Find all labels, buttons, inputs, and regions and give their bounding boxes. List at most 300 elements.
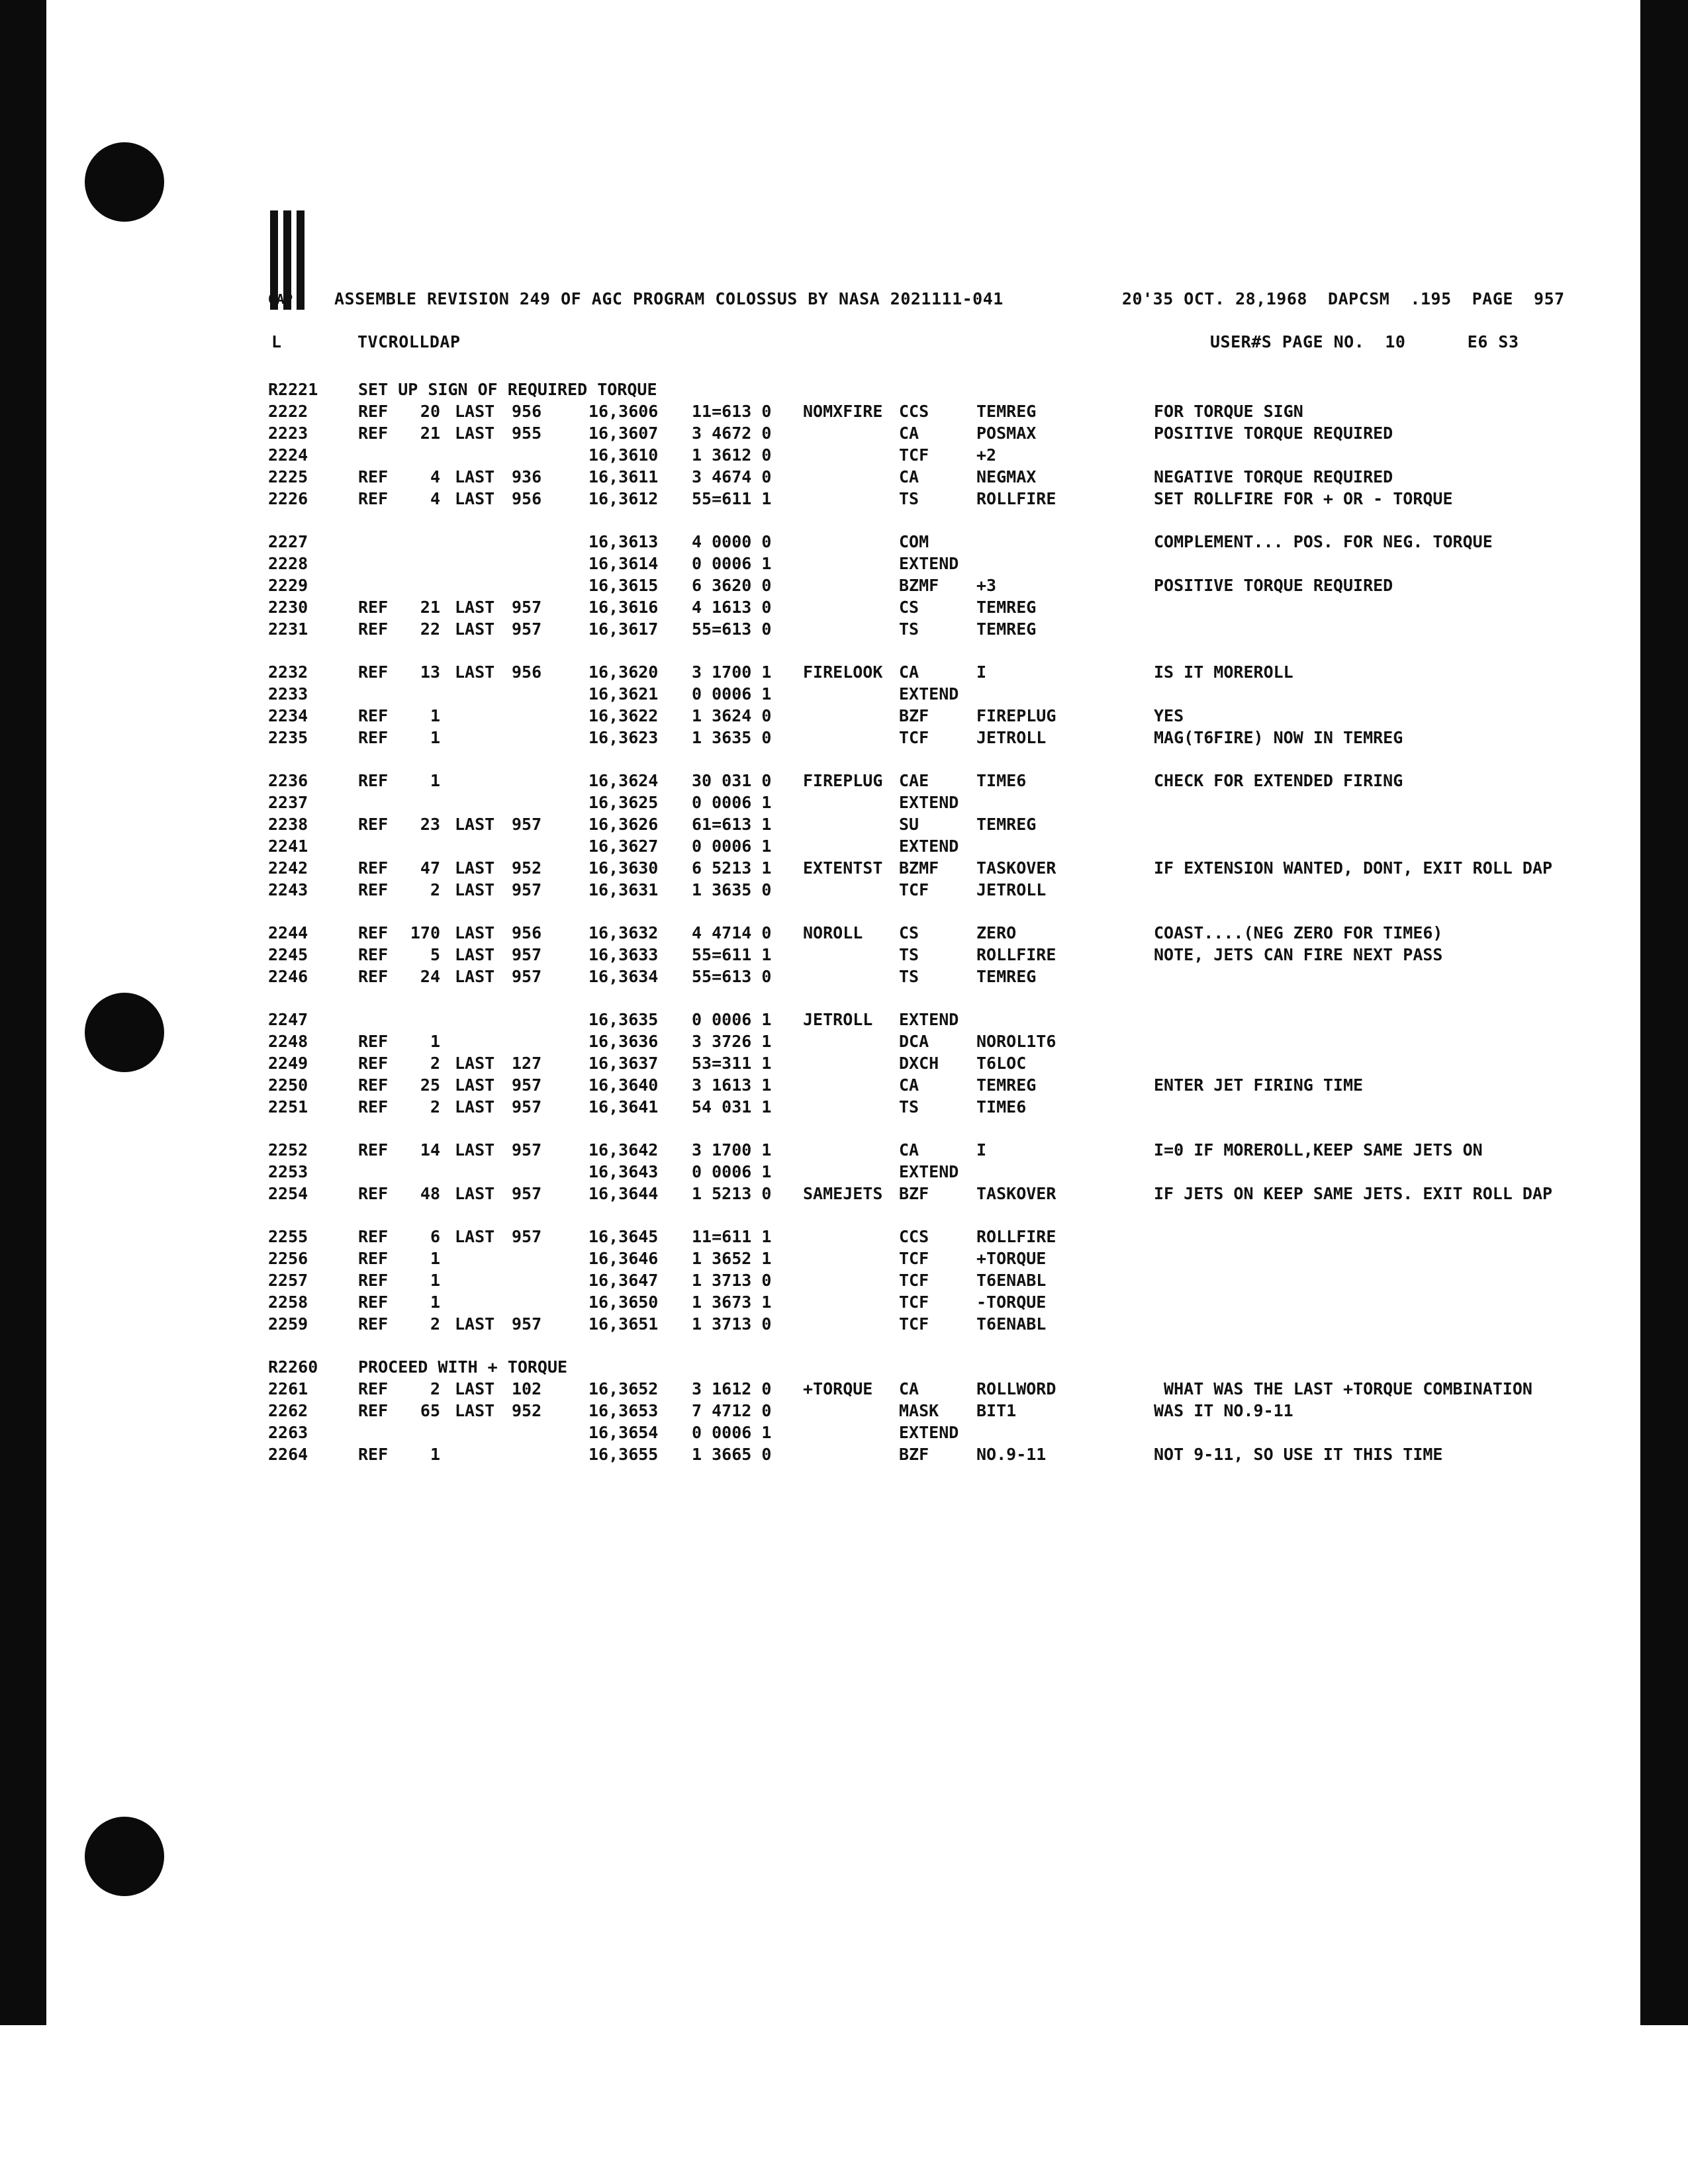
- opcode: CS: [899, 598, 919, 617]
- line-number: 2249: [268, 1054, 308, 1073]
- opcode: EXTEND: [899, 1423, 959, 1442]
- opcode: CA: [899, 424, 919, 443]
- octal-code: 54 031 1: [692, 1097, 772, 1116]
- octal-code: 55=613 0: [692, 619, 772, 639]
- line-number: 2250: [268, 1075, 308, 1095]
- ref-count: 1: [430, 1445, 440, 1464]
- ref-count: 23: [420, 815, 440, 834]
- octal-code: 3 1612 0: [692, 1379, 772, 1398]
- opcode: BZF: [899, 1445, 929, 1464]
- octal-code: 1 5213 0: [692, 1184, 772, 1203]
- ref-marker: REF: [358, 489, 389, 508]
- ref-marker: REF: [358, 1271, 389, 1290]
- ref-marker: REF: [358, 1249, 389, 1268]
- last-page: 957: [512, 1227, 542, 1246]
- ref-marker: REF: [358, 1379, 389, 1398]
- last-page: 952: [512, 1401, 542, 1420]
- line-number: 2253: [268, 1162, 308, 1181]
- operand: NEGMAX: [976, 467, 1037, 486]
- octal-code: 6 5213 1: [692, 858, 772, 878]
- last-marker: LAST: [455, 967, 495, 986]
- opcode: TCF: [899, 728, 929, 747]
- listing-row: [268, 771, 1618, 793]
- address: 16,3655: [588, 1445, 659, 1464]
- ref-marker: REF: [358, 619, 389, 639]
- line-number: 2224: [268, 445, 308, 465]
- listing-row: [268, 837, 1618, 858]
- last-page: 957: [512, 880, 542, 899]
- last-marker: LAST: [455, 1379, 495, 1398]
- ref-marker: REF: [358, 706, 389, 725]
- line-number: 2228: [268, 554, 308, 573]
- ref-count: 2: [430, 1054, 440, 1073]
- operand: TEMREG: [976, 402, 1037, 421]
- label: NOMXFIRE: [803, 402, 883, 421]
- address: 16,3615: [588, 576, 659, 595]
- label: EXTENTST: [803, 858, 883, 878]
- listing-row: [268, 662, 1618, 684]
- last-marker: LAST: [455, 880, 495, 899]
- operand: JETROLL: [976, 880, 1047, 899]
- operand: JETROLL: [976, 728, 1047, 747]
- ref-marker: REF: [358, 1184, 389, 1203]
- last-page: 957: [512, 1140, 542, 1160]
- last-page: 957: [512, 945, 542, 964]
- ref-marker: REF: [358, 402, 389, 421]
- line-number: 2235: [268, 728, 308, 747]
- line-number: 2243: [268, 880, 308, 899]
- address: 16,3630: [588, 858, 659, 878]
- ref-count: 21: [420, 424, 440, 443]
- line-number: 2230: [268, 598, 308, 617]
- last-marker: LAST: [455, 1075, 495, 1095]
- octal-code: 3 1700 1: [692, 1140, 772, 1160]
- operand: TEMREG: [976, 598, 1037, 617]
- octal-code: 1 3713 0: [692, 1314, 772, 1334]
- octal-code: 0 0006 1: [692, 1162, 772, 1181]
- listing-row: [268, 1379, 1618, 1401]
- listing-row: [268, 1314, 1618, 1336]
- octal-code: 55=611 1: [692, 489, 772, 508]
- section-heading-row: [268, 1357, 1618, 1379]
- opcode: MASK: [899, 1401, 939, 1420]
- ref-count: 21: [420, 598, 440, 617]
- operand: T6ENABL: [976, 1271, 1047, 1290]
- listing-row: [268, 923, 1618, 945]
- comment: FOR TORQUE SIGN: [1154, 402, 1303, 421]
- last-page: 957: [512, 1314, 542, 1334]
- comment: NEGATIVE TORQUE REQUIRED: [1154, 467, 1393, 486]
- ref-marker: REF: [358, 598, 389, 617]
- comment: POSITIVE TORQUE REQUIRED: [1154, 576, 1393, 595]
- operand: -TORQUE: [976, 1293, 1047, 1312]
- octal-code: 4 1613 0: [692, 598, 772, 617]
- octal-code: 7 4712 0: [692, 1401, 772, 1420]
- ref-count: 48: [420, 1184, 440, 1203]
- ref-count: 65: [420, 1401, 440, 1420]
- ref-marker: REF: [358, 1054, 389, 1073]
- octal-code: 1 3665 0: [692, 1445, 772, 1464]
- last-marker: LAST: [455, 619, 495, 639]
- listing-row: [268, 684, 1618, 706]
- address: 16,3653: [588, 1401, 659, 1420]
- line-number: 2252: [268, 1140, 308, 1160]
- address: 16,3617: [588, 619, 659, 639]
- listing-row: [268, 728, 1618, 750]
- line-number: 2242: [268, 858, 308, 878]
- ref-count: 5: [430, 945, 440, 964]
- opcode: EXTEND: [899, 1010, 959, 1029]
- octal-code: 1 3635 0: [692, 880, 772, 899]
- operand: TEMREG: [976, 967, 1037, 986]
- line-number: 2251: [268, 1097, 308, 1116]
- last-page: 102: [512, 1379, 542, 1398]
- comment: COAST....(NEG ZERO FOR TIME6): [1154, 923, 1443, 942]
- line-number: 2256: [268, 1249, 308, 1268]
- comment: CHECK FOR EXTENDED FIRING: [1154, 771, 1403, 790]
- operand: TEMREG: [976, 1075, 1037, 1095]
- octal-code: 55=613 0: [692, 967, 772, 986]
- listing-row: [268, 532, 1618, 554]
- listing-row: [268, 1401, 1618, 1423]
- opcode: DXCH: [899, 1054, 939, 1073]
- ref-marker: REF: [358, 1032, 389, 1051]
- label: FIRELOOK: [803, 662, 883, 682]
- ref-marker: REF: [358, 1075, 389, 1095]
- address: 16,3637: [588, 1054, 659, 1073]
- ref-count: 4: [430, 467, 440, 486]
- octal-code: 6 3620 0: [692, 576, 772, 595]
- listing-row: [268, 858, 1618, 880]
- address: 16,3613: [588, 532, 659, 551]
- octal-code: 11=611 1: [692, 1227, 772, 1246]
- ref-count: 1: [430, 1032, 440, 1051]
- opcode: CA: [899, 1140, 919, 1160]
- line-number: 2244: [268, 923, 308, 942]
- line-number: 2263: [268, 1423, 308, 1442]
- operand: ROLLWORD: [976, 1379, 1056, 1398]
- address: 16,3624: [588, 771, 659, 790]
- listing-row: [268, 967, 1618, 989]
- address: 16,3631: [588, 880, 659, 899]
- operand: POSMAX: [976, 424, 1037, 443]
- comment: WAS IT NO.9-11: [1154, 1401, 1293, 1420]
- ref-count: 14: [420, 1140, 440, 1160]
- ref-marker: REF: [358, 1227, 389, 1246]
- comment: IF EXTENSION WANTED, DONT, EXIT ROLL DAP: [1154, 858, 1553, 878]
- last-marker: LAST: [455, 815, 495, 834]
- comment: POSITIVE TORQUE REQUIRED: [1154, 424, 1393, 443]
- section-heading-row: [268, 380, 1618, 402]
- octal-code: 0 0006 1: [692, 1423, 772, 1442]
- binder-hole-middle: [85, 993, 164, 1072]
- opcode: CA: [899, 662, 919, 682]
- last-page: 956: [512, 662, 542, 682]
- binder-hole-bottom: [85, 1817, 164, 1896]
- listing-row: [268, 576, 1618, 598]
- listing-row: [268, 1032, 1618, 1054]
- opcode: TS: [899, 967, 919, 986]
- ref-marker: REF: [358, 815, 389, 834]
- address: 16,3641: [588, 1097, 659, 1116]
- last-marker: LAST: [455, 1227, 495, 1246]
- octal-code: 1 3624 0: [692, 706, 772, 725]
- listing-row: [268, 1445, 1618, 1467]
- octal-code: 0 0006 1: [692, 684, 772, 704]
- octal-code: 4 4714 0: [692, 923, 772, 942]
- routine-name: TVCROLLDAP: [357, 332, 461, 351]
- address: 16,3651: [588, 1314, 659, 1334]
- operand: ROLLFIRE: [976, 489, 1056, 508]
- octal-code: 0 0006 1: [692, 793, 772, 812]
- ref-marker: REF: [358, 1293, 389, 1312]
- ref-marker: REF: [358, 1314, 389, 1334]
- opcode: EXTEND: [899, 1162, 959, 1181]
- address: 16,3634: [588, 967, 659, 986]
- octal-code: 1 3612 0: [692, 445, 772, 465]
- ref-marker: REF: [358, 923, 389, 942]
- last-marker: LAST: [455, 1184, 495, 1203]
- address: 16,3614: [588, 554, 659, 573]
- opcode: TCF: [899, 445, 929, 465]
- ref-count: 1: [430, 1293, 440, 1312]
- octal-code: 53=311 1: [692, 1054, 772, 1073]
- listing-row: [268, 1097, 1618, 1119]
- listing-row: [268, 598, 1618, 619]
- listing-row: [268, 880, 1618, 902]
- last-marker: LAST: [455, 1097, 495, 1116]
- address: 16,3610: [588, 445, 659, 465]
- address: 16,3643: [588, 1162, 659, 1181]
- comment: WHAT WAS THE LAST +TORQUE COMBINATION: [1154, 1379, 1532, 1398]
- line-number: 2223: [268, 424, 308, 443]
- address: 16,3654: [588, 1423, 659, 1442]
- ref-marker: REF: [358, 728, 389, 747]
- line-number: 2225: [268, 467, 308, 486]
- address: 16,3650: [588, 1293, 659, 1312]
- last-page: 952: [512, 858, 542, 878]
- octal-code: 61=613 1: [692, 815, 772, 834]
- address: 16,3636: [588, 1032, 659, 1051]
- ref-count: 1: [430, 706, 440, 725]
- line-number: 2238: [268, 815, 308, 834]
- ref-marker: REF: [358, 771, 389, 790]
- listing-row: [268, 1184, 1618, 1206]
- label: FIREPLUG: [803, 771, 883, 790]
- operand: FIREPLUG: [976, 706, 1056, 725]
- comment: SET ROLLFIRE FOR + OR - TORQUE: [1154, 489, 1453, 508]
- operand: TASKOVER: [976, 858, 1056, 878]
- line-number: 2247: [268, 1010, 308, 1029]
- line-number: 2261: [268, 1379, 308, 1398]
- address: 16,3632: [588, 923, 659, 942]
- section-heading: PROCEED WITH + TORQUE: [358, 1357, 568, 1377]
- operand: T6LOC: [976, 1054, 1027, 1073]
- last-marker: LAST: [455, 598, 495, 617]
- octal-code: 0 0006 1: [692, 554, 772, 573]
- opcode: EXTEND: [899, 793, 959, 812]
- address: 16,3633: [588, 945, 659, 964]
- ref-marker: REF: [358, 467, 389, 486]
- ref-count: 47: [420, 858, 440, 878]
- ref-marker: REF: [358, 1140, 389, 1160]
- listing-row: [268, 1075, 1618, 1097]
- ref-marker: REF: [358, 662, 389, 682]
- address: 16,3611: [588, 467, 659, 486]
- ref-count: 2: [430, 880, 440, 899]
- last-page: 957: [512, 815, 542, 834]
- listing-row: [268, 1271, 1618, 1293]
- last-marker: LAST: [455, 662, 495, 682]
- octal-code: 0 0006 1: [692, 837, 772, 856]
- operand: BIT1: [976, 1401, 1017, 1420]
- line-number: 2246: [268, 967, 308, 986]
- address: 16,3623: [588, 728, 659, 747]
- label: +TORQUE: [803, 1379, 873, 1398]
- operand: ROLLFIRE: [976, 1227, 1056, 1246]
- gap-mark: GAP: [268, 291, 293, 307]
- address: 16,3622: [588, 706, 659, 725]
- last-marker: LAST: [455, 467, 495, 486]
- last-page: 955: [512, 424, 542, 443]
- octal-code: 55=611 1: [692, 945, 772, 964]
- ref-count: 22: [420, 619, 440, 639]
- opcode: CAE: [899, 771, 929, 790]
- opcode: TCF: [899, 1314, 929, 1334]
- ref-marker: REF: [358, 945, 389, 964]
- last-page: 957: [512, 598, 542, 617]
- ref-marker: REF: [358, 1401, 389, 1420]
- octal-code: 1 3673 1: [692, 1293, 772, 1312]
- listing-row: [268, 1227, 1618, 1249]
- ref-marker: REF: [358, 880, 389, 899]
- octal-code: 1 3652 1: [692, 1249, 772, 1268]
- line-number: 2257: [268, 1271, 308, 1290]
- listing-row: [268, 467, 1618, 489]
- octal-code: 3 1700 1: [692, 662, 772, 682]
- octal-code: 3 3726 1: [692, 1032, 772, 1051]
- opcode: TS: [899, 619, 919, 639]
- line-number: 2237: [268, 793, 308, 812]
- ref-count: 24: [420, 967, 440, 986]
- octal-code: 3 1613 1: [692, 1075, 772, 1095]
- opcode: TS: [899, 1097, 919, 1116]
- scan-right-edge: [1640, 0, 1688, 2025]
- comment: IF JETS ON KEEP SAME JETS. EXIT ROLL DAP: [1154, 1184, 1553, 1203]
- line-number: 2254: [268, 1184, 308, 1203]
- operand: TEMREG: [976, 815, 1037, 834]
- last-page: 127: [512, 1054, 542, 1073]
- octal-code: 3 4672 0: [692, 424, 772, 443]
- ref-marker: REF: [358, 1445, 389, 1464]
- ref-count: 1: [430, 1249, 440, 1268]
- last-page: 957: [512, 967, 542, 986]
- address: 16,3626: [588, 815, 659, 834]
- opcode: BZF: [899, 1184, 929, 1203]
- opcode: DCA: [899, 1032, 929, 1051]
- last-marker: LAST: [455, 1054, 495, 1073]
- opcode: CA: [899, 1075, 919, 1095]
- listing-row: [268, 619, 1618, 641]
- address: 16,3635: [588, 1010, 659, 1029]
- last-page: 956: [512, 489, 542, 508]
- operand: TASKOVER: [976, 1184, 1056, 1203]
- line-number: 2248: [268, 1032, 308, 1051]
- last-marker: LAST: [455, 424, 495, 443]
- line-number: 2255: [268, 1227, 308, 1246]
- line-number: 2258: [268, 1293, 308, 1312]
- address: 16,3620: [588, 662, 659, 682]
- operand: +2: [976, 445, 997, 465]
- ref-marker: REF: [358, 967, 389, 986]
- operand: NO.9-11: [976, 1445, 1047, 1464]
- operand: NOROL1T6: [976, 1032, 1056, 1051]
- last-marker: LAST: [455, 945, 495, 964]
- opcode: TS: [899, 489, 919, 508]
- last-marker: LAST: [455, 489, 495, 508]
- address: 16,3652: [588, 1379, 659, 1398]
- last-marker: LAST: [455, 923, 495, 942]
- operand: TIME6: [976, 1097, 1027, 1116]
- ref-count: 2: [430, 1314, 440, 1334]
- opcode: SU: [899, 815, 919, 834]
- listing-row: [268, 815, 1618, 837]
- address: 16,3627: [588, 837, 659, 856]
- listing-row: [268, 1249, 1618, 1271]
- binder-hole-top: [85, 142, 164, 222]
- opcode: BZF: [899, 706, 929, 725]
- ref-count: 1: [430, 771, 440, 790]
- last-marker: LAST: [455, 858, 495, 878]
- address: 16,3612: [588, 489, 659, 508]
- user-page-number: USER#S PAGE NO. 10 E6 S3: [1210, 332, 1519, 351]
- address: 16,3642: [588, 1140, 659, 1160]
- operand: TEMREG: [976, 619, 1037, 639]
- ref-count: 2: [430, 1097, 440, 1116]
- operand: I: [976, 662, 987, 682]
- line-number: 2241: [268, 837, 308, 856]
- line-number: 2229: [268, 576, 308, 595]
- listing-row: [268, 945, 1618, 967]
- opcode: TCF: [899, 1271, 929, 1290]
- listing-row: [268, 706, 1618, 728]
- last-marker: LAST: [455, 1140, 495, 1160]
- opcode: COM: [899, 532, 929, 551]
- operand: TIME6: [976, 771, 1027, 790]
- comment: ENTER JET FIRING TIME: [1154, 1075, 1364, 1095]
- last-page: 957: [512, 619, 542, 639]
- address: 16,3644: [588, 1184, 659, 1203]
- code-listing: [268, 380, 1618, 1467]
- assembly-date-page: 20'35 OCT. 28,1968 DAPCSM .195 PAGE 957: [1122, 289, 1565, 308]
- comment: I=0 IF MOREROLL,KEEP SAME JETS ON: [1154, 1140, 1483, 1160]
- line-number: 2222: [268, 402, 308, 421]
- octal-code: 4 0000 0: [692, 532, 772, 551]
- last-page: 936: [512, 467, 542, 486]
- ref-marker: REF: [358, 424, 389, 443]
- opcode: TCF: [899, 880, 929, 899]
- listing-row: [268, 1293, 1618, 1314]
- operand: +3: [976, 576, 997, 595]
- line-number: R2260: [268, 1357, 318, 1377]
- address: 16,3621: [588, 684, 659, 704]
- last-marker: LAST: [455, 402, 495, 421]
- opcode: TCF: [899, 1293, 929, 1312]
- ref-count: 6: [430, 1227, 440, 1246]
- last-marker: LAST: [455, 1314, 495, 1334]
- address: 16,3645: [588, 1227, 659, 1246]
- listing-row: [268, 1140, 1618, 1162]
